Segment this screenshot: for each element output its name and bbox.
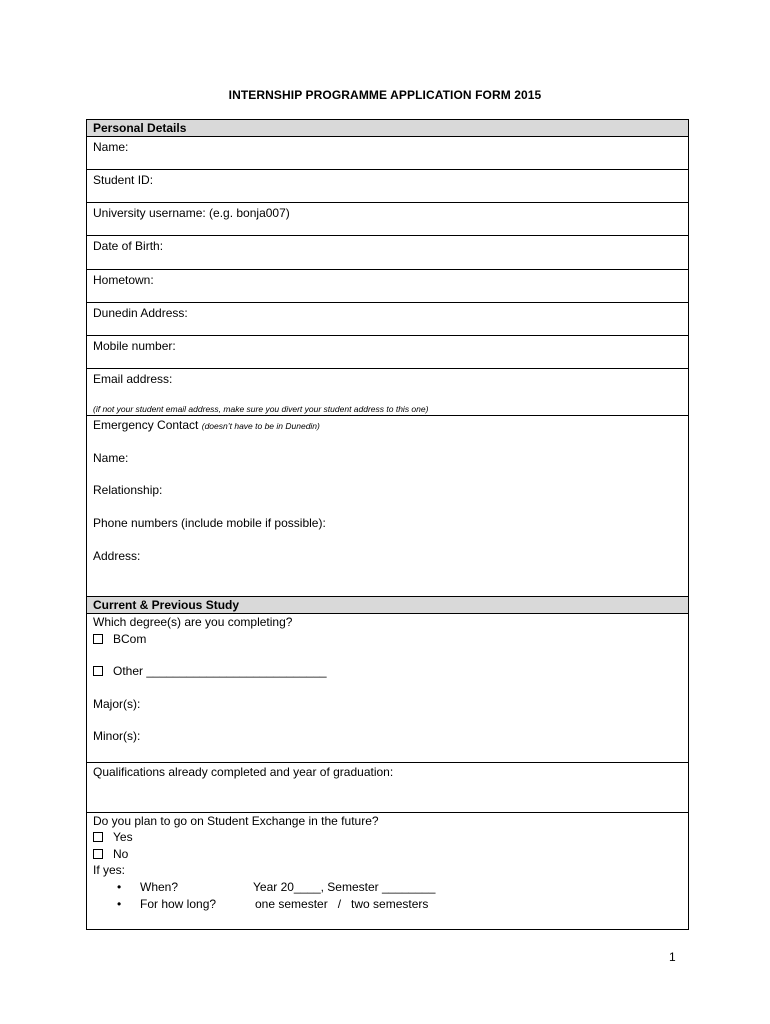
how-long-label: For how long? <box>140 897 217 911</box>
form-title: INTERNSHIP PROGRAMME APPLICATION FORM 2015 <box>228 88 542 102</box>
student-id-field[interactable] <box>87 170 688 203</box>
minors-label: Minor(s): <box>93 729 141 743</box>
exchange-yes-checkbox[interactable] <box>93 832 103 842</box>
dunedin-address-label: Dunedin Address: <box>93 306 188 320</box>
qualifications-label: Qualifications already completed and year of graduation: <box>93 765 394 779</box>
exchange-yes-label: Yes <box>113 830 133 844</box>
username-label: University username: (e.g. bonja007) <box>93 206 290 220</box>
emergency-contact-label: Emergency Contact <box>93 418 199 432</box>
name-field[interactable] <box>87 137 688 170</box>
majors-label: Major(s): <box>93 697 141 711</box>
bullet-icon: • <box>117 880 122 894</box>
qualifications-field[interactable] <box>87 763 688 813</box>
emergency-contact-block[interactable] <box>87 416 688 597</box>
dunedin-address-field[interactable] <box>87 303 688 336</box>
other-label[interactable]: Other ___________________________ <box>113 664 327 678</box>
hometown-label: Hometown: <box>93 273 154 287</box>
dob-field[interactable] <box>87 236 688 270</box>
emergency-phone-label: Phone numbers (include mobile if possible): <box>93 516 326 530</box>
if-yes-label: If yes: <box>93 863 126 877</box>
exchange-block <box>87 813 688 929</box>
username-field[interactable] <box>87 203 688 236</box>
bcom-label: BCom <box>113 632 147 646</box>
when-value[interactable]: Year 20____, Semester ________ <box>253 880 436 894</box>
emergency-name-label: Name: <box>93 451 129 465</box>
section-header-personal: Personal Details <box>87 120 688 137</box>
degree-block <box>87 614 688 763</box>
hometown-field[interactable] <box>87 270 688 303</box>
emergency-relationship-label: Relationship: <box>93 483 163 497</box>
degree-question: Which degree(s) are you completing? <box>93 615 293 629</box>
application-form <box>86 119 689 930</box>
when-label: When? <box>140 880 179 894</box>
email-label: Email address: <box>93 372 173 386</box>
bullet-icon: • <box>117 897 122 911</box>
page-number: 1 <box>669 950 676 964</box>
how-long-value[interactable]: one semester / two semesters <box>255 897 429 911</box>
exchange-question: Do you plan to go on Student Exchange in the future? <box>93 814 379 828</box>
email-field[interactable] <box>87 369 688 416</box>
emergency-address-label: Address: <box>93 549 141 563</box>
mobile-field[interactable] <box>87 336 688 369</box>
email-note: (if not your student email address, make sure you divert your student address to this one) <box>93 404 429 414</box>
bcom-checkbox[interactable] <box>93 634 103 644</box>
other-checkbox[interactable] <box>93 666 103 676</box>
section-header-study: Current & Previous Study <box>87 597 688 614</box>
emergency-contact-note: (doesn’t have to be in Dunedin) <box>201 421 320 431</box>
exchange-no-label: No <box>113 847 129 861</box>
name-label: Name: <box>93 140 129 154</box>
dob-label: Date of Birth: <box>93 239 164 253</box>
student-id-label: Student ID: <box>93 173 154 187</box>
mobile-label: Mobile number: <box>93 339 176 353</box>
exchange-no-checkbox[interactable] <box>93 849 103 859</box>
